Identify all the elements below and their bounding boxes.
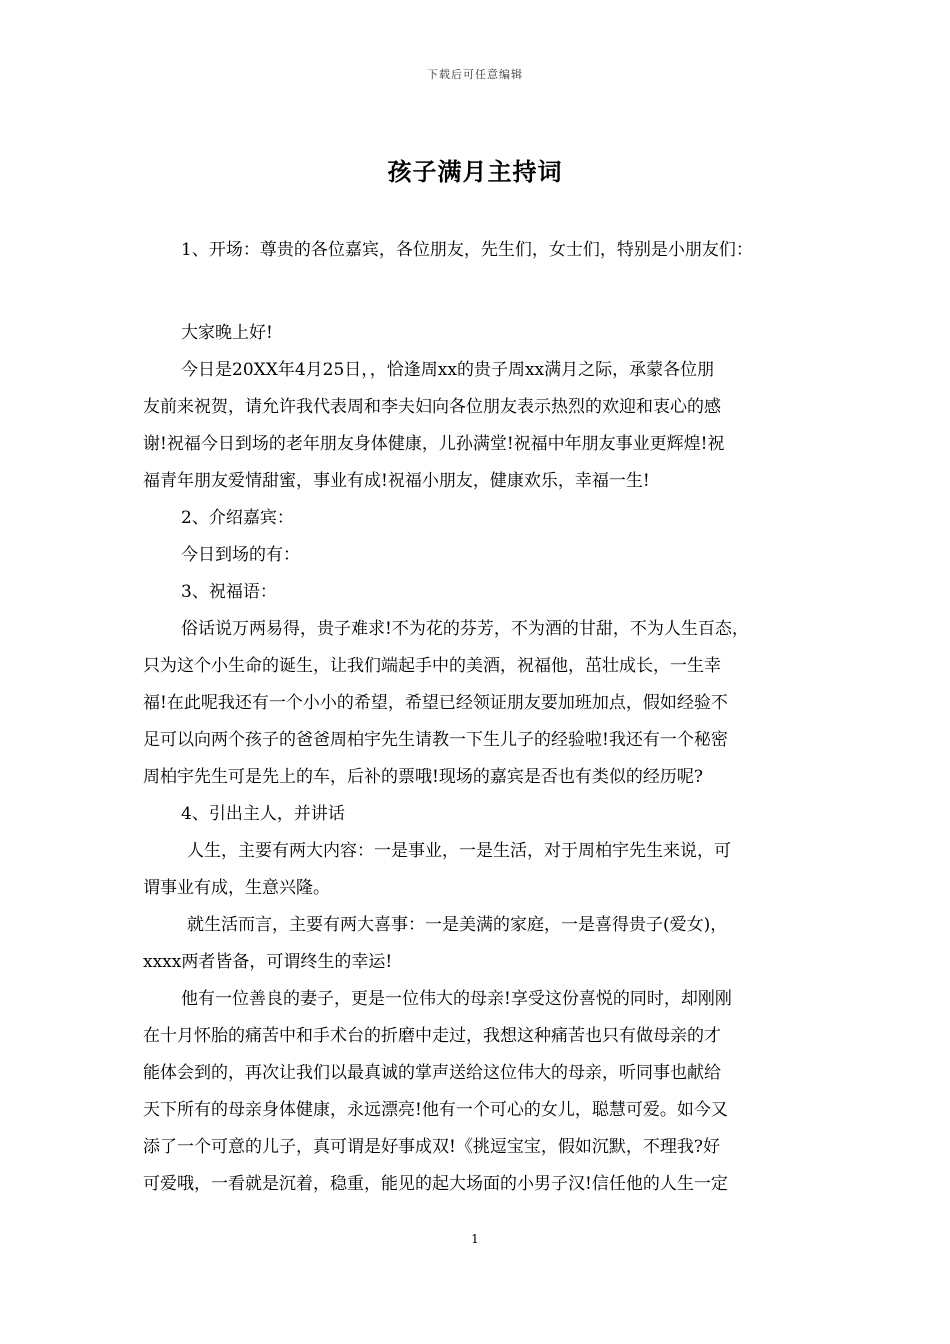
paragraph-line: xxxx两者皆备，可谓终生的幸运! — [143, 952, 393, 972]
paragraph-line: 就生活而言，主要有两大喜事：一是美满的家庭，一是喜得贵子(爱女)， — [187, 915, 728, 935]
paragraph-line: 周柏宇先生可是先上的车，后补的票哦!现场的嘉宾是否也有类似的经历呢? — [143, 767, 703, 787]
paragraph-line: 他有一位善良的妻子，更是一位伟大的母亲!享受这份喜悦的同时，却刚刚 — [181, 989, 732, 1009]
paragraph-line: 福!在此呢我还有一个小小的希望，希望已经领证朋友要加班加点，假如经验不 — [143, 693, 728, 713]
paragraph-gap — [143, 269, 808, 315]
paragraph-line: 今日到场的有： — [181, 545, 300, 565]
paragraph-line: 大家晚上好! — [181, 323, 273, 343]
paragraph-line: 可爱哦，一看就是沉着，稳重，能见的起大场面的小男子汉!信任他的人生一定 — [143, 1174, 728, 1194]
paragraph-line: 俗话说万两易得，贵子难求!不为花的芬芳，不为酒的甘甜，不为人生百态， — [181, 619, 749, 639]
paragraph-line: 福青年朋友爱情甜蜜，事业有成!祝福小朋友，健康欢乐，幸福一生! — [143, 471, 650, 491]
page-header: 下载后可任意编辑 — [427, 68, 523, 81]
paragraph-line: 能体会到的，再次让我们以最真诚的掌声送给这位伟大的母亲，听同事也献给 — [143, 1063, 721, 1083]
page-number: 1 — [471, 1232, 479, 1246]
paragraph-line: 足可以向两个孩子的爸爸周柏宇先生请教一下生儿子的经验啦!我还有一个秘密 — [143, 730, 728, 750]
paragraph-line: 添了一个可意的儿子，真可谓是好事成双!《挑逗宝宝，假如沉默，不理我?好 — [143, 1137, 720, 1157]
paragraph-line: 天下所有的母亲身体健康，永远漂亮!他有一个可心的女儿，聪慧可爱。如今又 — [143, 1100, 728, 1120]
paragraph-line: 友前来祝贺，请允许我代表周和李夫妇向各位朋友表示热烈的欢迎和衷心的感 — [143, 397, 721, 417]
paragraph-line: 2、介绍嘉宾： — [181, 508, 294, 528]
paragraph-line: 谢!祝福今日到场的老年朋友身体健康，儿孙满堂!祝福中年朋友事业更辉煌!祝 — [143, 434, 725, 454]
paragraph-line: 1、开场：尊贵的各位嘉宾，各位朋友，先生们，女士们，特别是小朋友们： — [181, 240, 753, 260]
paragraph-line: 人生，主要有两大内容：一是事业，一是生活，对于周柏宇先生来说，可 — [187, 841, 731, 861]
paragraph-line: 4、引出主人，并讲话 — [181, 804, 345, 824]
paragraph-line: 只为这个小生命的诞生，让我们端起手中的美酒，祝福他，茁壮成长，一生幸 — [143, 656, 721, 676]
paragraph-line: 今日是20XX年4月25日，，恰逢周xx的贵子周xx满月之际，承蒙各位朋 — [181, 360, 715, 380]
paragraph-line: 在十月怀胎的痛苦中和手术台的折磨中走过，我想这种痛苦也只有做母亲的才 — [143, 1026, 721, 1046]
paragraph-line: 谓事业有成，生意兴隆。 — [143, 878, 330, 898]
paragraph-line: 3、祝福语： — [181, 582, 277, 602]
document-title: 孩子满月主持词 — [387, 157, 563, 186]
document-body — [143, 232, 808, 1203]
